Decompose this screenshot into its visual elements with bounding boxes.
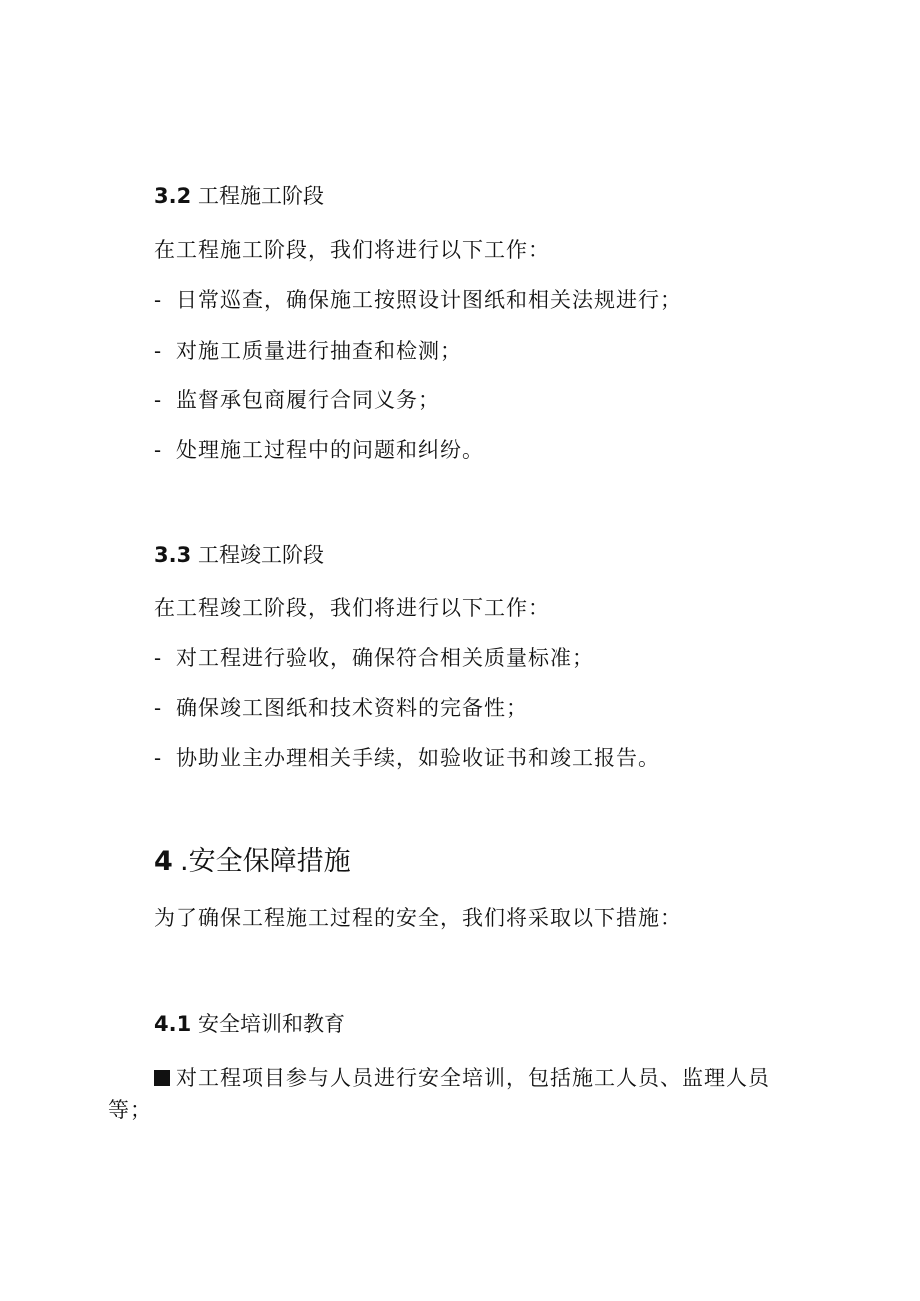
- section-heading-4-1: [154, 1010, 345, 1038]
- bullet-dash: -: [154, 746, 163, 770]
- section-title: 安全培训和教育: [198, 1012, 345, 1036]
- paragraph-line: 等；: [108, 1098, 152, 1122]
- list-item: - 处理施工过程中的问题和纠纷。: [154, 438, 484, 462]
- paragraph-line: 对工程项目参与人员进行安全培训，包括施工人员、监理人员: [108, 1062, 808, 1094]
- bullet-dash: -: [154, 339, 163, 363]
- section-title: 工程竣工阶段: [198, 543, 324, 567]
- list-item: - 确保竣工图纸和技术资料的完备性；: [154, 696, 528, 720]
- list-item: - 日常巡查，确保施工按照设计图纸和相关法规进行；: [154, 288, 682, 312]
- section-intro-3-2: 在工程施工阶段，我们将进行以下工作：: [154, 238, 550, 262]
- section-number: 4.1: [154, 1012, 192, 1036]
- list-item: - 对施工质量进行抽查和检测；: [154, 339, 462, 363]
- section-title: .安全保障措施: [180, 846, 351, 877]
- bullet-dash: -: [154, 288, 163, 312]
- bullet-dash: -: [154, 646, 163, 670]
- section-title: 工程施工阶段: [198, 184, 324, 208]
- paragraph: [108, 1062, 808, 1126]
- section-heading-4: [154, 845, 351, 879]
- list-item: - 对工程进行验收，确保符合相关质量标准；: [154, 646, 594, 670]
- section-heading-3-2: [154, 182, 324, 210]
- section-number: 4: [154, 846, 173, 877]
- section-intro-4: 为了确保工程施工过程的安全，我们将采取以下措施：: [154, 906, 682, 930]
- bullet-dash: -: [154, 438, 163, 462]
- section-number: 3.2: [154, 184, 192, 208]
- bullet-dash: -: [154, 388, 163, 412]
- bullet-dash: -: [154, 696, 163, 720]
- section-heading-3-3: [154, 541, 324, 569]
- section-intro-3-3: 在工程竣工阶段，我们将进行以下工作：: [154, 596, 550, 620]
- list-item: - 监督承包商履行合同义务；: [154, 388, 440, 412]
- list-item: - 协助业主办理相关手续，如验收证书和竣工报告。: [154, 746, 660, 770]
- section-number: 3.3: [154, 543, 192, 567]
- square-bullet-icon: [154, 1070, 170, 1086]
